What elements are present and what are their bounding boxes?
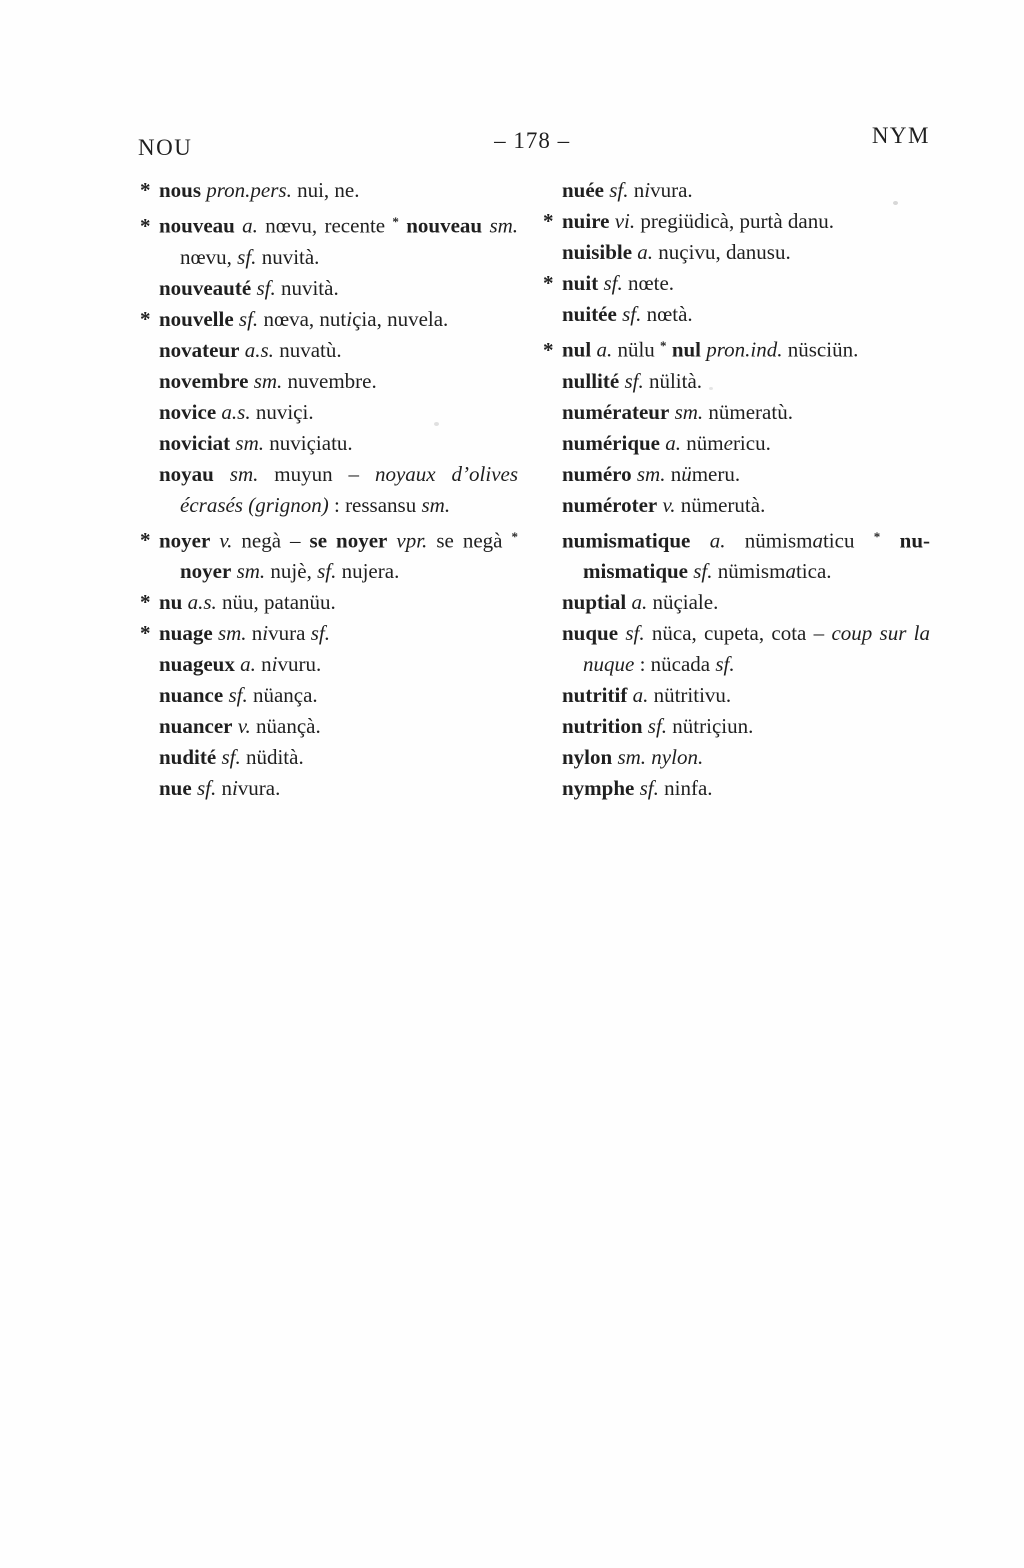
headword: numéroter [562,492,658,517]
translation-text: nujera. [336,559,400,583]
mid-asterisk: * [660,338,667,353]
translation-text: nümism [725,528,813,552]
italic-label: sf. [191,776,217,800]
italic-label: sf. [688,559,713,583]
headword: nu [159,590,183,614]
italic-label: sm. [612,745,647,769]
italic-label: ü [681,461,692,486]
translation-text: negà – [232,528,310,552]
entry-asterisk: * [140,306,151,331]
italic-label: a. [234,213,258,238]
entry-nuee [543,175,930,206]
italic-label: sm. [631,461,666,486]
scan-speck [434,422,439,426]
headword: numismatique [562,528,691,552]
entry-nuage [140,618,518,649]
page-number: – 178 – [494,128,571,153]
entry-nuancer [140,711,518,742]
headword: numérique [562,430,661,455]
entry-numerique [543,428,930,459]
entry-asterisk: * [140,528,151,552]
headword: numéro [562,461,632,486]
entry-nutritif [543,680,930,711]
translation-text: nüançà. [250,714,321,738]
italic-label: sf. [216,745,241,769]
translation-text: nüança. [247,683,318,707]
headword: noyau [159,461,214,486]
italic-label: sf. [598,271,623,295]
translation-text: n [246,621,263,645]
italic-label: sf. [715,652,735,676]
translation-text: vura [268,621,311,645]
italic-label: a [812,528,823,552]
translation-text: nüçiale. [647,590,719,614]
entry-nuitee [543,299,930,330]
italic-label: sf. [223,683,248,707]
headword: noyer [180,559,232,583]
entry-nudite [140,742,518,773]
entry-numeroter [543,490,930,521]
header-guide-word-right: NYM [871,123,930,148]
italic-label: a. [626,590,648,614]
translation-text: nuvità. [256,244,320,269]
italic-label: v. [210,528,233,552]
headword: nuancer [159,714,233,738]
headword: nuptial [562,590,627,614]
headword: noviciat [159,430,231,455]
entry-asterisk: * [543,209,554,233]
entry-nuptial [543,587,930,618]
italic-label: noyaux d’olives écrasés (grignon) [180,461,519,517]
italic-label: v. [657,492,676,517]
entry-numero [543,459,930,490]
entry-nu [140,587,518,618]
translation-text: nœvu, recente [257,213,393,238]
scan-speck [709,387,713,390]
headword: nul [562,337,592,362]
italic-label: sf. [310,621,330,645]
headword: nuageux [159,652,235,676]
headword: nuisible [562,240,633,264]
italic-label: a. [660,430,682,455]
header-guide-word-left: NOU [138,135,193,160]
running-head [138,123,930,160]
translation-text: pregiüdicà, purtà danu. [635,209,834,233]
headword: nuitée [562,302,617,326]
translation-text: ninfa. [658,776,713,800]
headword: nouveau [398,213,483,238]
italic-label: a. [632,240,654,264]
entry-noyau [140,459,518,521]
headword: se noyer [309,528,388,552]
italic-label: sf. [251,275,276,300]
translation-text: nütriçiun. [667,714,754,738]
entry-nuageux [140,649,518,680]
headword: nudité [159,745,217,769]
scan-speck [893,201,898,205]
italic-label: vpr. [387,528,428,552]
entry-nul [543,330,930,366]
italic-label: i [231,776,238,800]
italic-label: pron.ind. [701,337,783,362]
translation-text: nuçivu, danusu. [653,240,791,264]
italic-label: sf. [642,714,668,738]
headword: nutritif [562,683,628,707]
entry-nymphe [543,773,930,804]
mid-asterisk: * [511,528,518,544]
headword: nylon [562,745,613,769]
italic-label: sf. [619,368,644,393]
headword: novice [159,399,217,424]
translation-text: nülità. [643,368,703,393]
translation-text: tica. [795,559,832,583]
translation-text: nüsciün. [782,337,859,362]
headword: nuque [562,621,619,645]
headword: nutrition [562,714,643,738]
entry-asterisk: * [543,271,554,295]
italic-label: a.s. [182,590,217,614]
headword: novembre [159,368,249,393]
italic-label: sm. [212,621,247,645]
headword: nouvelle [159,306,234,331]
headword: nuage [159,621,213,645]
entry-asterisk: * [543,337,554,362]
italic-label: a. [690,528,726,552]
headword: nuit [562,271,599,295]
entry-nouvelle [140,304,518,335]
translation-text: nümerutà. [675,492,766,517]
translation-text: nülu [612,337,661,362]
italic-label: coup sur la nuque [583,621,931,676]
italic-label: sm. [421,492,451,517]
italic-label: sm. [213,461,259,486]
headword: nu-mismatique [583,528,930,583]
italic-label: vi. [609,209,636,233]
headword: nue [159,776,192,800]
translation-text: vuru. [277,652,322,676]
italic-label: sf. [237,244,257,269]
italic-label: pron.pers. [201,178,292,202]
headword: nous [159,178,202,202]
translation-text: nuvembre. [282,368,377,393]
italic-label: a.s. [239,337,274,362]
entry-novembre [140,366,518,397]
translation-text: n [255,652,272,676]
entry-asterisk: * [140,590,151,614]
headword: numérateur [562,399,670,424]
translation-text: : ressansu [328,492,422,517]
translation-text: nuvità. [275,275,339,300]
translation-text: : nücada [634,652,716,676]
italic-label: i [346,306,353,331]
italic-label: a [785,559,796,583]
entry-asterisk: * [140,213,151,238]
italic-label: sm. [248,368,283,393]
italic-label: sf. [604,178,629,202]
headword: noyer [159,528,211,552]
headword: nouveauté [159,275,252,300]
translation-text: vura. [237,776,281,800]
translation-text: nütritivu. [648,683,732,707]
headword: nul [666,337,702,362]
entry-nouveau [140,206,518,273]
translation-text: n [216,776,232,800]
translation-text: nœtà. [641,302,693,326]
translation-text: se negà [427,528,512,552]
translation-text: n [628,178,645,202]
translation-text: nui, ne. [291,178,360,202]
entry-nuisible [543,237,930,268]
translation-text: nüdità. [240,745,304,769]
italic-label: sf. [233,306,259,331]
translation-text: nüu, patanüu. [216,590,336,614]
italic-label: a. [627,683,649,707]
italic-label: i [262,621,269,645]
entry-novice [140,397,518,428]
translation-text: çia, nuvela. [352,306,449,331]
translation-text: nüca, cupeta, cota – [644,621,832,645]
translation-text: nœvu, [180,244,238,269]
translation-text: nujè, [265,559,318,583]
entry-nuque [543,618,930,680]
entry-noviciat [140,428,518,459]
entry-novateur [140,335,518,366]
entry-numerateur [543,397,930,428]
entry-nuire [543,206,930,237]
translation-text: nümeratù. [703,399,793,424]
italic-label: sf. [634,776,659,800]
headword: nuire [562,209,610,233]
entry-nous [140,175,518,206]
italic-label: nylon. [651,745,704,769]
italic-label: e [723,430,733,455]
italic-label: a. [591,337,613,362]
translation-text: nœva, nut [258,306,347,331]
italic-label: i [271,652,278,676]
translation-text: muyun – [258,461,375,486]
italic-label: sm. [231,559,266,583]
translation-text: nuviçi. [250,399,314,424]
italic-label: sf. [618,621,645,645]
italic-label: i [644,178,651,202]
headword: nouveau [159,213,235,238]
entry-nylon [543,742,930,773]
italic-label: sm. [230,430,265,455]
translation-text: nuviçiatu. [264,430,353,455]
headword: nuée [562,178,604,202]
entry-nue [140,773,518,804]
mid-asterisk: * [392,214,399,229]
translation-text: nümism [712,559,786,583]
italic-label: sf. [616,302,642,326]
italic-label: a.s. [216,399,251,424]
translation-text: nœte. [622,271,675,295]
italic-label: v. [232,714,251,738]
translation-text: nüm [681,430,724,455]
entry-numismatique [543,521,930,588]
italic-label: sm. [669,399,704,424]
entry-nullite [543,366,930,397]
entry-nuance [140,680,518,711]
headword: novateur [159,337,240,362]
entry-asterisk: * [140,178,151,202]
column-left [140,175,518,804]
translation-text: n [665,461,682,486]
translation-text: nuvatù. [273,337,342,362]
translation-text: vura. [650,178,693,202]
mid-asterisk: * [873,528,881,544]
entry-nuit [543,268,930,299]
entry-asterisk: * [140,621,151,645]
translation-text: meru. [691,461,741,486]
translation-text: ticu [822,528,874,552]
translation-text: ricu. [732,430,771,455]
column-right [543,175,930,804]
headword: nymphe [562,776,635,800]
italic-label: sm. [482,213,519,238]
italic-label: a. [234,652,256,676]
entry-nouveaute [140,273,518,304]
entry-nutrition [543,711,930,742]
italic-label: sf. [317,559,337,583]
entry-noyer [140,521,518,588]
headword: nuance [159,683,224,707]
headword: nullité [562,368,620,393]
text-columns [140,175,930,804]
